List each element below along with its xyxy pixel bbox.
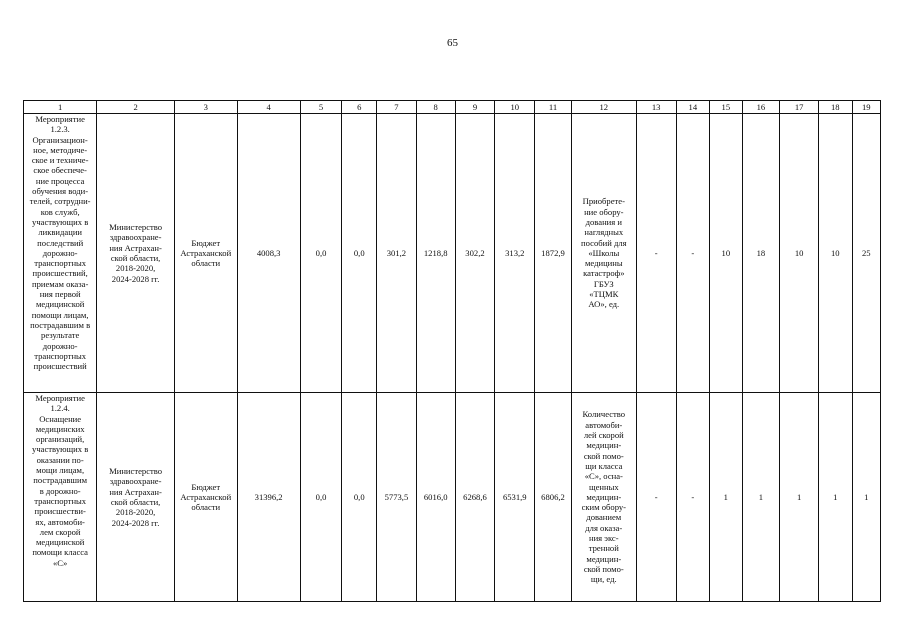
value-cell: 5773,5 [377, 393, 417, 602]
header-cell: 13 [636, 101, 676, 114]
funding-source-cell: Бюджет Астраханской области [174, 114, 237, 393]
value-cell: 301,2 [377, 114, 417, 393]
value-cell: 302,2 [455, 114, 495, 393]
header-cell: 6 [342, 101, 377, 114]
indicator-value-cell: 10 [819, 114, 853, 393]
value-cell: 0,0 [300, 114, 342, 393]
header-cell: 9 [455, 101, 495, 114]
value-cell: 1218,8 [416, 114, 455, 393]
header-row [24, 101, 881, 114]
indicator-value-cell: 1 [742, 393, 780, 602]
indicator-value-cell: 1 [852, 393, 880, 602]
table-row [24, 393, 881, 602]
value-cell: 6806,2 [535, 393, 572, 602]
indicator-value-cell: 1 [780, 393, 819, 602]
indicator-value-cell: 1 [710, 393, 742, 602]
header-cell: 17 [780, 101, 819, 114]
indicator-value-cell: 18 [742, 114, 780, 393]
header-cell: 7 [377, 101, 417, 114]
value-cell: 313,2 [495, 114, 535, 393]
indicator-value-cell: - [676, 393, 710, 602]
activity-name-cell: Мероприятие 1.2.3. Организацион- ное, методиче- ское и техниче- ское обеспече- ние процесса обучения води- телей, сотрудни- ков служб, участвующих в ликвидации последствий дорожно- транспортных происшествий, приемам оказа- ния первой медицинской помощи лицам, пострадавшим в результате дорожно- транспортных происшествий [24, 114, 97, 393]
executor-cell: Министерство здравоохране- ния Астрахан- ской области, 2018-2020, 2024-2028 гг. [97, 114, 175, 393]
header-cell: 2 [97, 101, 175, 114]
value-cell: 6268,6 [455, 393, 495, 602]
indicator-value-cell: 1 [819, 393, 853, 602]
indicator-value-cell: 10 [710, 114, 742, 393]
page-number: 65 [447, 37, 458, 49]
activity-name-cell: Мероприятие 1.2.4. Оснащение медицинских организаций, участвующих в оказании по- мощи лицам, пострадавшим в дорожно- транспортных происшестви- ях, автомоби- лем скорой медицинской помощи класса «С» [24, 393, 97, 602]
header-cell: 1 [24, 101, 97, 114]
indicator-cell: Количество автомоби- лей скорой медицин- ской помо- щи класса «С», осна- щенных медицин- ским обору- дованием для оказа- ния экс- тренной медицин- ской помо- щи, ед. [571, 393, 636, 602]
header-cell: 16 [742, 101, 780, 114]
indicator-cell: Приобрете- ние обору- дования и наглядных пособий для «Школы медицины катастроф» ГБУЗ «ТЦМК АО», ед. [571, 114, 636, 393]
value-cell: 0,0 [300, 393, 342, 602]
header-cell: 12 [571, 101, 636, 114]
header-cell: 10 [495, 101, 535, 114]
header-cell: 19 [852, 101, 880, 114]
value-cell: 0,0 [342, 393, 377, 602]
header-cell: 4 [237, 101, 300, 114]
value-cell: 6531,9 [495, 393, 535, 602]
header-cell: 8 [416, 101, 455, 114]
indicator-value-cell: - [636, 114, 676, 393]
total-cell: 31396,2 [237, 393, 300, 602]
indicator-value-cell: 25 [852, 114, 880, 393]
header-cell: 15 [710, 101, 742, 114]
indicator-value-cell: - [636, 393, 676, 602]
header-cell: 5 [300, 101, 342, 114]
value-cell: 0,0 [342, 114, 377, 393]
value-cell: 1872,9 [535, 114, 572, 393]
header-cell: 14 [676, 101, 710, 114]
funding-source-cell: Бюджет Астраханской области [174, 393, 237, 602]
value-cell: 6016,0 [416, 393, 455, 602]
indicator-value-cell: - [676, 114, 710, 393]
total-cell: 4008,3 [237, 114, 300, 393]
header-cell: 18 [819, 101, 853, 114]
program-table [23, 100, 881, 602]
executor-cell: Министерство здравоохране- ния Астрахан- ской области, 2018-2020, 2024-2028 гг. [97, 393, 175, 602]
header-cell: 11 [535, 101, 572, 114]
indicator-value-cell: 10 [780, 114, 819, 393]
header-cell: 3 [174, 101, 237, 114]
table-row [24, 114, 881, 393]
